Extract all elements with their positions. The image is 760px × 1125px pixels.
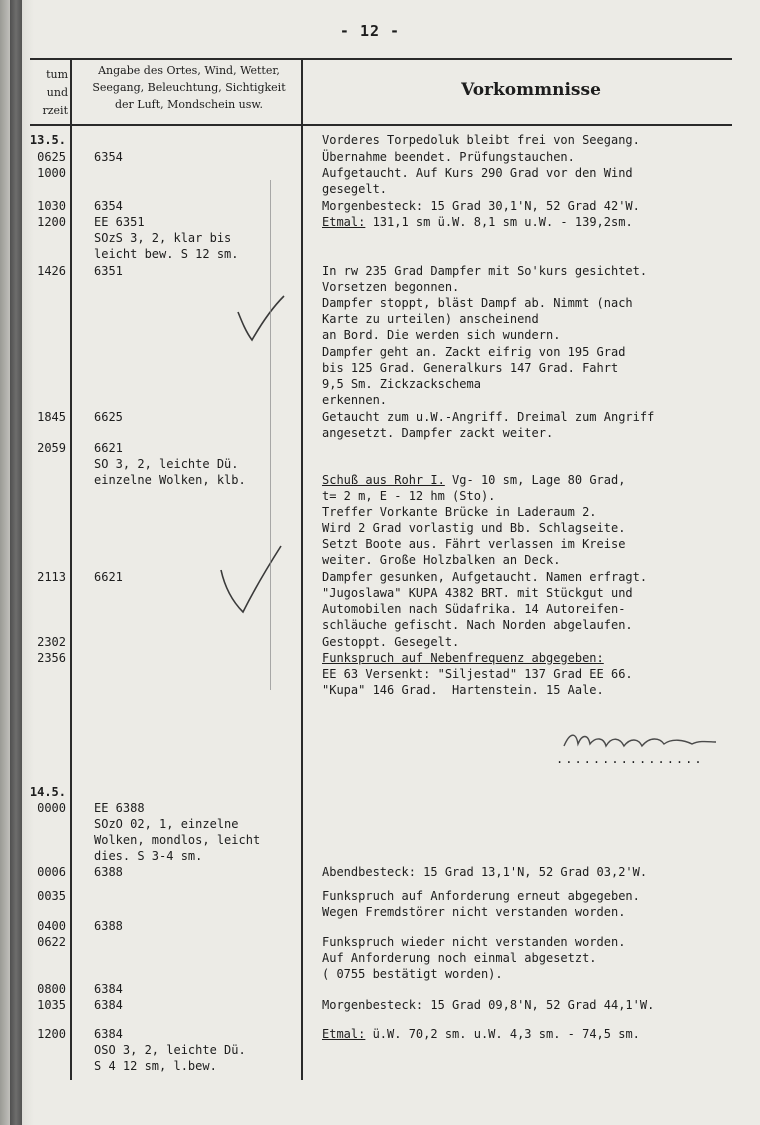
grid-square: EE 6388 bbox=[94, 801, 145, 815]
header-date-time bbox=[6, 66, 68, 120]
grid-square: 6621 bbox=[94, 441, 123, 455]
event-line: Übernahme beendet. Prüfungstauchen. bbox=[322, 150, 575, 164]
event-line: 9,5 Sm. Zickzackschema bbox=[322, 377, 481, 391]
time-entry: 2302 bbox=[37, 635, 66, 649]
grid-square: 6384 bbox=[94, 1027, 123, 1041]
event-line: Morgenbesteck: 15 Grad 09,8'N, 52 Grad 44,1'W. bbox=[322, 998, 655, 1012]
time-entry: 1035 bbox=[37, 998, 66, 1012]
header-place-line: Seegang, Beleuchtung, Sichtigkeit bbox=[92, 81, 286, 94]
time-entry: 0625 bbox=[37, 150, 66, 164]
pencil-margin-line bbox=[270, 180, 271, 690]
event-line: angesetzt. Dampfer zackt weiter. bbox=[322, 426, 554, 440]
event-line: EE 63 Versenkt: "Siljestad" 137 Grad EE 66. bbox=[322, 667, 633, 681]
event-line: Vorsetzen begonnen. bbox=[322, 280, 460, 294]
event-line: Setzt Boote aus. Fährt verlassen im Kreise bbox=[322, 537, 626, 551]
time-entry: 1000 bbox=[37, 166, 66, 180]
time-entry: 2113 bbox=[37, 570, 66, 584]
event-line: Vorderes Torpedoluk bleibt frei von Seegang. bbox=[322, 133, 640, 147]
header-place-line: der Luft, Mondschein usw. bbox=[114, 98, 264, 111]
etmal-values: 131,1 sm ü.W. 8,1 sm u.W. - 139,2sm. bbox=[365, 215, 633, 229]
etmal-label: Etmal: bbox=[322, 215, 366, 229]
header-date-line: und bbox=[46, 86, 68, 99]
signature-dotted-line: ................ bbox=[556, 752, 704, 766]
grid-square: 6351 bbox=[94, 264, 123, 278]
etmal-values: ü.W. 70,2 sm. u.W. 4,3 sm. - 74,5 sm. bbox=[365, 1027, 640, 1041]
event-line bbox=[322, 472, 625, 488]
event-line: Wird 2 Grad vorlastig und Bb. Schlagseite. bbox=[322, 521, 626, 535]
header-bottom-rule bbox=[30, 124, 732, 126]
grid-square: 6384 bbox=[94, 982, 123, 996]
weather-note: SOzO 02, 1, einzelne bbox=[94, 817, 239, 831]
date-entry: 14.5. bbox=[29, 785, 66, 799]
event-line: Dampfer geht an. Zackt eifrig von 195 Grad bbox=[322, 345, 626, 359]
signature bbox=[560, 728, 720, 754]
header-place-weather bbox=[76, 62, 302, 113]
event-line: Aufgetaucht. Auf Kurs 290 Grad vor den Wind bbox=[322, 166, 633, 180]
weather-note: S 4 12 sm, l.bew. bbox=[94, 1059, 217, 1073]
event-line: Dampfer gesunken, Aufgetaucht. Namen erfragt. bbox=[322, 570, 648, 584]
time-entry: 0006 bbox=[37, 865, 66, 879]
grid-square: 6354 bbox=[94, 199, 123, 213]
time-entry: 2059 bbox=[37, 441, 66, 455]
header-date-line: rzeit bbox=[42, 104, 68, 117]
time-entry: 0400 bbox=[37, 919, 66, 933]
event-line: Abendbesteck: 15 Grad 13,1'N, 52 Grad 03,2'W. bbox=[322, 865, 648, 879]
time-entry: 2356 bbox=[37, 651, 66, 665]
event-line: Auf Anforderung noch einmal abgesetzt. bbox=[322, 951, 597, 965]
column-rule-date bbox=[70, 58, 72, 1080]
event-line: t= 2 m, E - 12 hm (Sto). bbox=[322, 489, 496, 503]
event-line: gesegelt. bbox=[322, 182, 388, 196]
time-entry: 0800 bbox=[37, 982, 66, 996]
event-line: In rw 235 Grad Dampfer mit So'kurs gesichtet. bbox=[322, 264, 648, 278]
grid-square: 6625 bbox=[94, 410, 123, 424]
header-place-line: Angabe des Ortes, Wind, Wetter, bbox=[98, 64, 280, 77]
weather-note: dies. S 3-4 sm. bbox=[94, 849, 203, 863]
event-line bbox=[322, 1026, 640, 1042]
header-top-rule bbox=[30, 58, 732, 60]
grid-square: 6354 bbox=[94, 150, 123, 164]
shot-heading: Schuß aus Rohr I. bbox=[322, 473, 445, 487]
time-entry: 1845 bbox=[37, 410, 66, 424]
header-events: Vorkommnisse bbox=[461, 80, 601, 100]
event-line: Wegen Fremdstörer nicht verstanden worden. bbox=[322, 905, 626, 919]
event-line: "Jugoslawa" KUPA 4382 BRT. mit Stückgut und bbox=[322, 586, 633, 600]
pencil-check-mark-lower bbox=[215, 540, 285, 620]
time-entry: 0000 bbox=[37, 801, 66, 815]
event-line: Automobilen nach Südafrika. 14 Autoreifen- bbox=[322, 602, 626, 616]
pencil-check-mark-upper bbox=[230, 290, 290, 350]
weather-note: leicht bew. S 12 sm. bbox=[94, 247, 239, 261]
event-line: erkennen. bbox=[322, 393, 388, 407]
weather-note: Wolken, mondlos, leicht bbox=[94, 833, 261, 847]
event-line: Morgenbesteck: 15 Grad 30,1'N, 52 Grad 42'W. bbox=[322, 199, 640, 213]
weather-note: SOzS 3, 2, klar bis bbox=[94, 231, 232, 245]
time-entry: 1200 bbox=[37, 215, 66, 229]
event-line: Dampfer stoppt, bläst Dampf ab. Nimmt (nach bbox=[322, 296, 633, 310]
time-entry: 1030 bbox=[37, 199, 66, 213]
weather-note: SO 3, 2, leichte Dü. bbox=[94, 457, 239, 471]
etmal-label: Etmal: bbox=[322, 1027, 366, 1041]
weather-note: einzelne Wolken, klb. bbox=[94, 473, 246, 487]
grid-square: 6388 bbox=[94, 919, 123, 933]
event-line bbox=[322, 214, 633, 230]
event-line: "Kupa" 146 Grad. Hartenstein. 15 Aale. bbox=[322, 683, 604, 697]
event-line: Funkspruch wieder nicht verstanden worden. bbox=[322, 935, 626, 949]
event-line: Funkspruch auf Nebenfrequenz abgegeben: bbox=[322, 651, 604, 665]
event-line: Treffer Vorkante Brücke in Laderaum 2. bbox=[322, 505, 597, 519]
grid-square: 6388 bbox=[94, 865, 123, 879]
date-entry: 13.5. bbox=[29, 133, 66, 147]
event-line: an Bord. Die werden sich wundern. bbox=[322, 328, 561, 342]
column-rule-place bbox=[301, 58, 303, 1080]
event-line: ( 0755 bestätigt worden). bbox=[322, 967, 503, 981]
time-entry: 1200 bbox=[37, 1027, 66, 1041]
event-line: Karte zu urteilen) anscheinend bbox=[322, 312, 539, 326]
page-number: - 12 - bbox=[339, 22, 401, 40]
event-line: schläuche gefischt. Nach Norden abgelaufen. bbox=[322, 618, 633, 632]
grid-square: 6621 bbox=[94, 570, 123, 584]
shot-values: Vg- 10 sm, Lage 80 Grad, bbox=[444, 473, 626, 487]
event-line: weiter. Große Holzbalken an Deck. bbox=[322, 553, 561, 567]
event-line: bis 125 Grad. Generalkurs 147 Grad. Fahrt bbox=[322, 361, 619, 375]
grid-square: 6384 bbox=[94, 998, 123, 1012]
event-line: Funkspruch auf Anforderung erneut abgegeben. bbox=[322, 889, 640, 903]
header-date-line: tum bbox=[46, 68, 68, 81]
grid-square: EE 6351 bbox=[94, 215, 145, 229]
event-line: Gestoppt. Gesegelt. bbox=[322, 635, 460, 649]
weather-note: OSO 3, 2, leichte Dü. bbox=[94, 1043, 246, 1057]
time-entry: 1426 bbox=[37, 264, 66, 278]
time-entry: 0035 bbox=[37, 889, 66, 903]
event-line: Getaucht zum u.W.-Angriff. Dreimal zum Angriff bbox=[322, 410, 655, 424]
time-entry: 0622 bbox=[37, 935, 66, 949]
